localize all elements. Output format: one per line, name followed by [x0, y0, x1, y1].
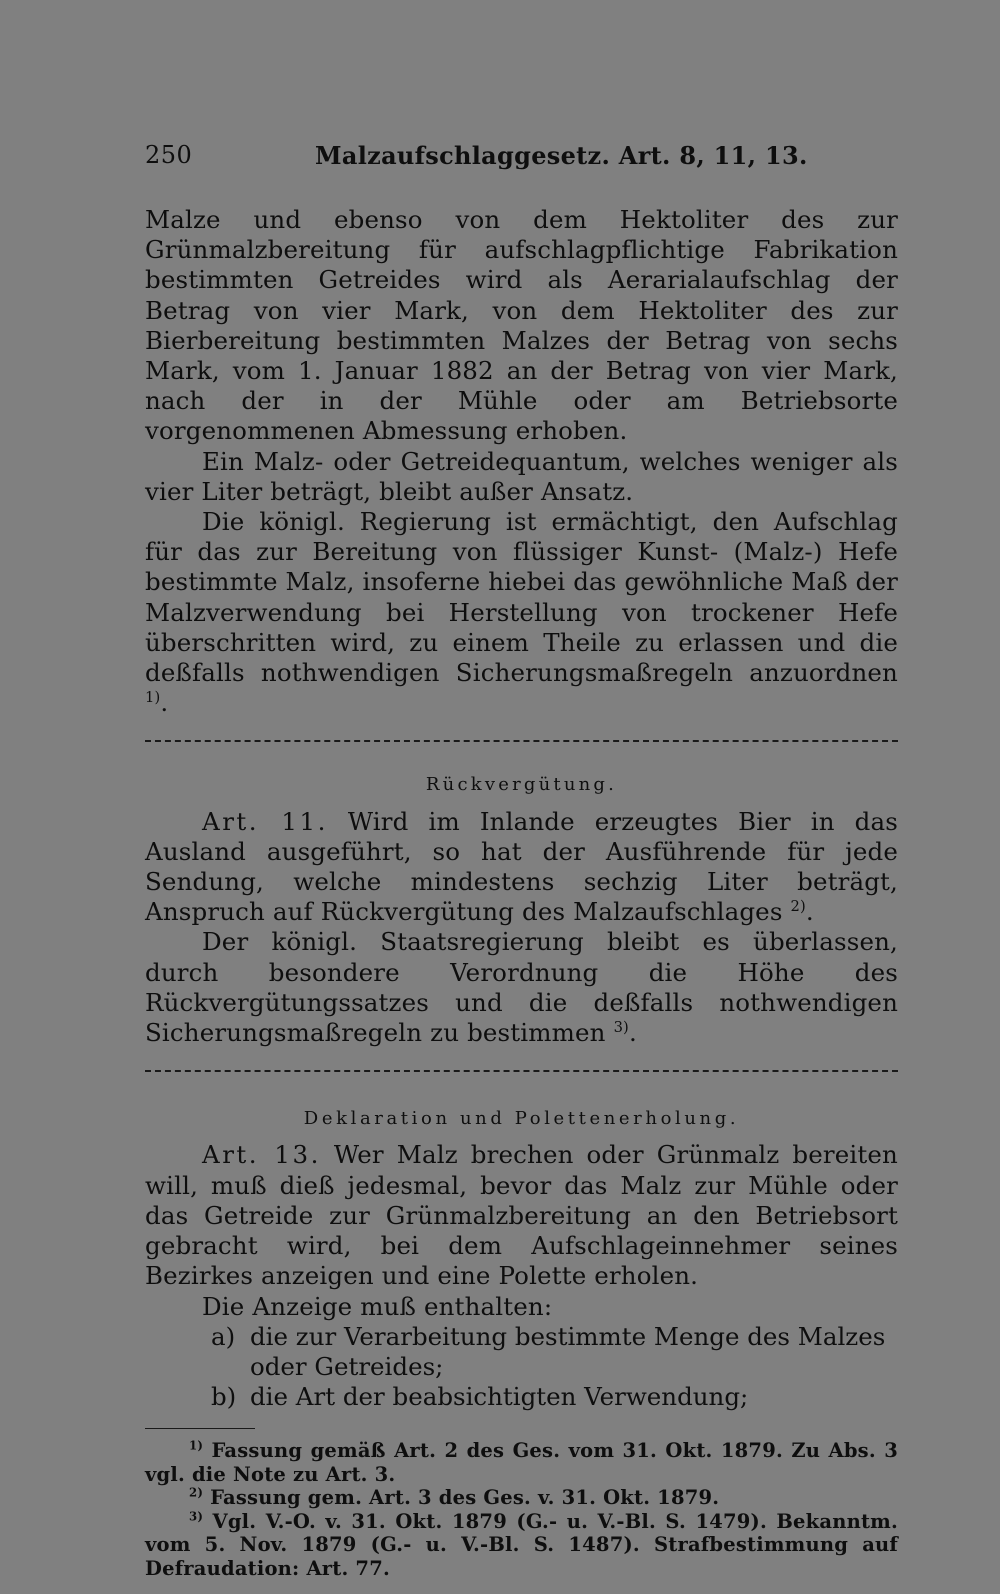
- art-11-paragraph-1-text: Wird im Inlande erzeugtes Bier in das Ausland ausgeführt, so hat der Ausführende für jede Sendung, welche mindestens sechzig Liter beträgt, Anspruch auf Rückvergütung des Malzaufschlages: [145, 806, 898, 927]
- main-text: [145, 205, 898, 1322]
- art-13-paragraph-1-text: Wer Malz brechen oder Grünmalz bereiten will, muß dieß jedesmal, bevor das Malz zur Mühle oder das Getreide zur Grünmalzbereitung an den Betriebsort gebracht wird, bei dem Aufschlageinnehmer seines Bezirkes anzeigen und eine Polette erholen.: [145, 1140, 898, 1291]
- art-13-label: Art. 13.: [202, 1140, 321, 1170]
- intro-paragraph-1: Malze und ebenso von dem Hektoliter des zur Grünmalzbereitung für aufschlagpflichtige Fabrikation bestimmten Getreides wird als Aerarialaufschlag der Betrag von vier Mark, von dem Hektoliter des zur Bierbereitung bestimmten Malzes der Betrag von sechs Mark, vom 1. Januar 1882 an der Betrag von vier Mark, nach der in der Mühle oder am Betriebsorte vorgenommenen Abmessung erhoben.: [145, 205, 898, 446]
- list-item: [145, 1322, 898, 1382]
- intro-paragraph-3: Die königl. Regierung ist ermächtigt, den Aufschlag für das zur Bereitung von flüssiger Kunst- (Malz-) Hefe bestimmte Malz, insoferne hiebei das gewöhnliche Maß der Malzverwendung bei Herstellung von trockener Hefe überschritten wird, zu einem Theile zu erlassen und die deßfalls nothwendigen Sicherungsmaßregeln anzuordnen $^{1)}$.: [145, 507, 898, 718]
- art-11-paragraph-2-text: Der königl. Staatsregierung bleibt es überlassen, durch besondere Verordnung die Höhe des Rückvergütungssatzes und die deßfalls nothwendigen Sicherungsmaßregeln zu bestimmen: [145, 927, 898, 1048]
- footnote-2-text: Fassung gem. Art. 3 des Ges. v. 31. Okt. 1879.: [210, 1486, 720, 1510]
- art-11-paragraph-1: Art. 11. Wird im Inlande erzeugtes Bier in das Ausland ausgeführt, so hat der Ausführende für jede Sendung, welche mindestens sechzig Liter beträgt, Anspruch auf Rückvergütung des Malzaufschlages $^{2)}$.: [145, 806, 898, 927]
- footnote-ref-2: 2): [790, 898, 806, 916]
- footnote-ref-3: 3): [613, 1018, 629, 1036]
- running-title: Malzaufschlaggesetz. Art. 8, 11, 13.: [315, 141, 808, 170]
- list-item-marker: a): [211, 1321, 236, 1351]
- art-11-paragraph-2: Der königl. Staatsregierung bleibt es überlassen, durch besondere Verordnung die Höhe des Rückvergütungssatzes und die deßfalls nothwendigen Sicherungsmaßregeln zu bestimmen $^{3)}$.: [145, 927, 898, 1048]
- section-divider-2: [145, 1070, 898, 1072]
- footnote-1: [145, 1439, 898, 1486]
- art-13-list: [145, 1322, 898, 1413]
- page-number: 250: [145, 141, 193, 169]
- footnote-3-marker: 3): [189, 1509, 204, 1524]
- book-page: [145, 135, 898, 1580]
- art-13-paragraph-1: [145, 1140, 898, 1291]
- page-header: [145, 135, 898, 175]
- footnotes: [145, 1439, 898, 1580]
- footnote-rule: [145, 1428, 255, 1429]
- list-item-marker: b): [211, 1382, 237, 1412]
- list-item: [145, 1382, 898, 1412]
- list-item-text: die zur Verarbeitung bestimmte Menge des Malzes oder Getreides;: [250, 1321, 886, 1381]
- footnote-2: [145, 1486, 898, 1510]
- list-item-text: die Art der beabsichtigten Verwendung;: [250, 1382, 749, 1412]
- section-divider-1: [145, 740, 898, 742]
- footnote-1-marker: 1): [189, 1438, 204, 1453]
- footnote-3-text: Vgl. V.-O. v. 31. Okt. 1879 (G.- u. V.-Bl. S. 1479). Bekanntm. vom 5. Nov. 1879 (G.- u. V.-Bl. S. 1487). Strafbestimmung auf Defraudation: Art. 77.: [145, 1509, 898, 1580]
- footnote-ref-1: 1): [145, 689, 161, 707]
- footnote-3: [145, 1510, 898, 1581]
- section-heading-rueckverguetung: Rückvergütung.: [425, 774, 618, 796]
- section-heading-deklaration: Deklaration und Polettenerholung.: [303, 1108, 740, 1130]
- intro-paragraph-2: Ein Malz- oder Getreidequantum, welches weniger als vier Liter beträgt, bleibt außer Ansatz.: [145, 446, 898, 506]
- art-11-label: Art. 11.: [202, 806, 328, 836]
- intro-paragraph-3-text: Die königl. Regierung ist ermächtigt, den Aufschlag für das zur Bereitung von flüssiger Kunst- (Malz-) Hefe bestimmte Malz, insoferne hiebei das gewöhnliche Maß der Malzverwendung bei Herstellung von trockener Hefe überschritten wird, zu einem Theile zu erlassen und die deßfalls nothwendigen Sicherungsmaßregeln anzuordnen: [145, 507, 898, 688]
- footnote-2-marker: 2): [189, 1485, 204, 1500]
- footnote-1-text: Fassung gemäß Art. 2 des Ges. vom 31. Okt. 1879. Zu Abs. 3 vgl. die Note zu Art. 3.: [145, 1439, 898, 1486]
- art-13-paragraph-2: Die Anzeige muß enthalten:: [202, 1291, 553, 1321]
